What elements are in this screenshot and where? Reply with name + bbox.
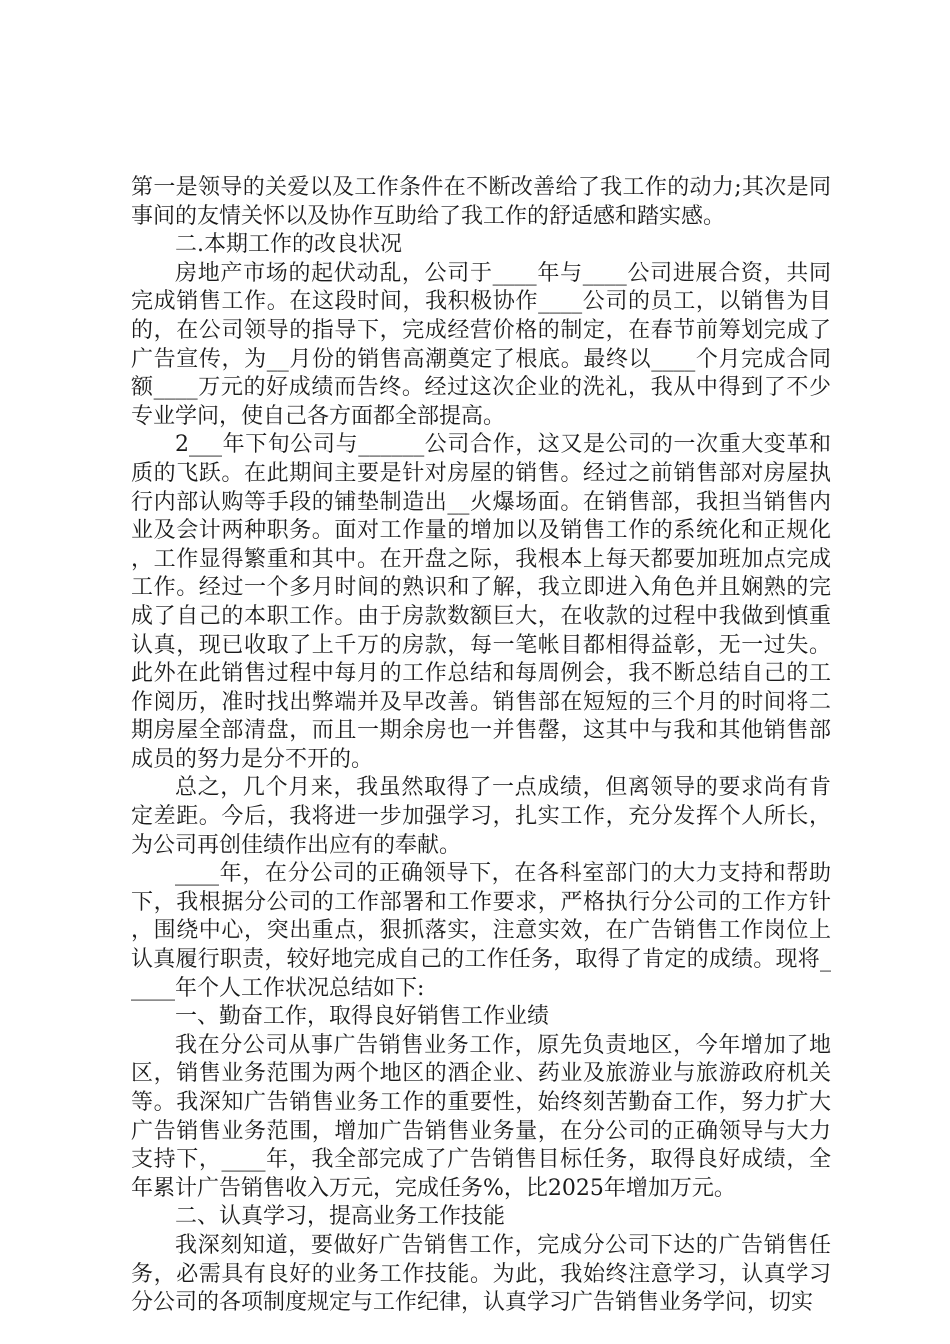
section-heading-diligent-work: 一、勤奋工作，取得良好销售工作业绩 bbox=[175, 1004, 550, 1030]
paragraph-sales-performance: 我在分公司从事广告销售业务工作，原先负责地区，今年增加了地区，销售业务范围为两个地区的酒企业、药业及旅游业与旅游政府机关等。我深知广告销售业务工作的重要性，始终刻苦勤奋工作，努力扩大广告销售业务范围，增加广告销售业务量，在分公司的正确领导与大力支持下，____年，我全部完成了广告销售目标任务，取得良好成绩，全年累计广告销售收入万元，完成任务%，比2025年增加万元。 bbox=[131, 1032, 831, 1201]
document-body bbox=[131, 174, 831, 1318]
paragraph-intro-continued: 第一是领导的关爱以及工作条件在不断改善给了我工作的动力;其次是同事间的友情关怀以及协作互助给了我工作的舒适感和踏实感。 bbox=[131, 175, 831, 229]
paragraph-summary: 总之，几个月来，我虽然取得了一点成绩，但离领导的要求尚有肯定差距。今后，我将进一步加强学习，扎实工作，充分发挥个人所长，为公司再创佳绩作出应有的奉献。 bbox=[131, 775, 831, 858]
paragraph-cooperation: 2___年下旬公司与______公司合作，这又是公司的一次重大变革和质的飞跃。在此期间主要是针对房屋的销售。经过之前销售部对房屋执行内部认购等手段的铺垫制造出__火爆场面。在销售部，我担当销售内业及会计两种职务。面对工作量的增加以及销售工作的系统化和正规化，工作显得繁重和其中。在开盘之际，我根本上每天都要加班加点完成工作。经过一个多月时间的熟识和了解，我立即进入角色并且娴熟的完成了自己的本职工作。由于房款数额巨大，在收款的过程中我做到慎重认真，现已收取了上千万的房款，每一笔帐目都相得益彰，无一过失。此外在此销售过程中每月的工作总结和每周例会，我不断总结自己的工作阅历，准时找出弊端并及早改善。销售部在短短的三个月的时间将二期房屋全部清盘，而且一期余房也一并售罄，这其中与我和其他销售部成员的努力是分不开的。 bbox=[131, 432, 831, 772]
section-heading-improvement: 二.本期工作的改良状况 bbox=[175, 232, 402, 258]
section-heading-study: 二、认真学习，提高业务工作技能 bbox=[175, 1204, 506, 1230]
paragraph-joint-venture: 房地产市场的起伏动乱，公司于____年与____公司进展合资，共同完成销售工作。在这段时间，我积极协作____公司的员工，以销售为目的，在公司领导的指导下，完成经营价格的制定，在春节前筹划完成了广告宣传，为__月份的销售高潮奠定了根底。最终以____个月完成合同额____万元的好成绩而告终。经过这次企业的洗礼，我从中得到了不少专业学问，使自己各方面都全部提高。 bbox=[131, 260, 831, 429]
paragraph-study: 我深刻知道，要做好广告销售工作，完成分公司下达的广告销售任务，必需具有良好的业务工作技能。为此，我始终注意学习，认真学习分公司的各项制度规定与工作纪律，认真学习广告销售业务学问，切实 bbox=[131, 1232, 831, 1316]
paragraph-annual-intro: ____年，在分公司的正确领导下，在各科室部门的大力支持和帮助下，我根据分公司的工作部署和工作要求，严格执行分公司的工作方针，围绕中心，突出重点，狠抓落实，注意实效，在广告销售工作岗位上认真履行职责，较好地完成自己的工作任务，取得了肯定的成绩。现将_____年个人工作状况总结如下: bbox=[131, 861, 831, 1001]
